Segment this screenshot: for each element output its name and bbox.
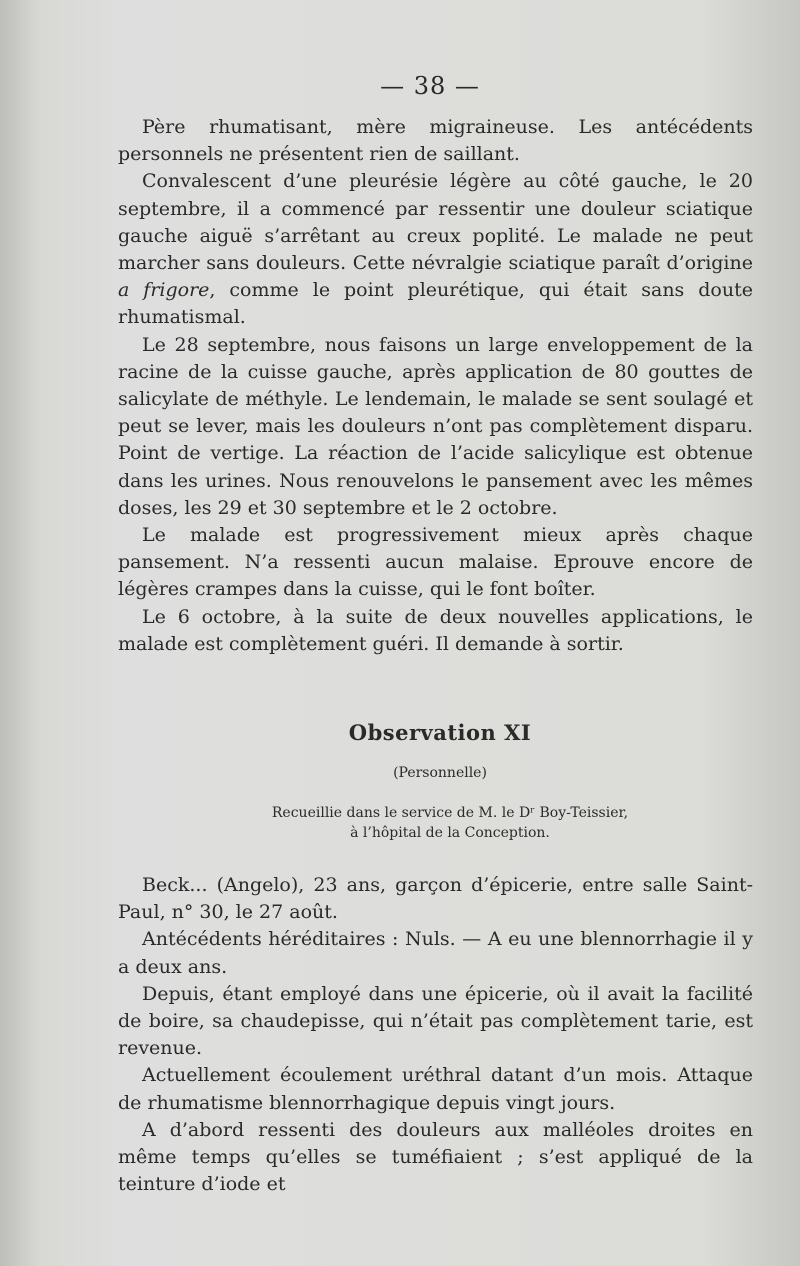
page-number: — 38 — — [380, 72, 480, 100]
italic-term: a frigore — [118, 279, 210, 302]
bottom-text-block — [118, 872, 753, 1198]
paragraph: Beck... (Angelo), 23 ans, garçon d’épicerie, entre salle Saint-Paul, n° 30, le 27 août. — [118, 874, 753, 924]
paragraph: Antécédents héréditaires : Nuls. — A eu une blennorrhagie il y a deux ans. — [118, 928, 753, 978]
source-line: à l’hôpital de la Conception. — [350, 825, 550, 841]
paragraph-text: , comme le point pleurétique, qui était sans doute rhumatismal. — [118, 279, 753, 329]
paragraph: A d’abord ressenti des douleurs aux malléoles droites en même temps qu’elles se tuméfiaient ; s’est appliqué de la teinture d’iode et — [118, 1118, 753, 1196]
paragraph: Le 6 octobre, à la suite de deux nouvelles applications, le malade est complètement guéri. Il demande à sortir. — [118, 605, 753, 655]
paragraph — [118, 168, 753, 331]
paragraph: Le malade est progressivement mieux après chaque pansement. N’a ressenti aucun malaise. Eprouve encore de légères crampes dans la cuisse, qui le font boîter. — [118, 524, 753, 601]
top-text-block — [118, 114, 753, 658]
paragraph: Le 28 septembre, nous faisons un large enveloppement de la racine de la cuisse gauche, après application de 80 gouttes de salicylate de méthyle. Le lendemain, le malade se sent soulagé et peut se lever, mais les douleurs n’ont pas complètement disparu. Point de vertige. La réaction de l’acide salicylique est obtenue dans les urines. Nous renouvelons le pansement avec les mêmes doses, les 29 et 30 septembre et le 2 octobre. — [118, 333, 753, 519]
paragraph: Père rhumatisant, mère migraineuse. Les antécédents personnels ne présentent rien de saillant. — [118, 116, 753, 166]
paragraph: Depuis, étant employé dans une épicerie, où il avait la facilité de boire, sa chaudepisse, qui n’était pas complètement tarie, est revenue. — [118, 982, 753, 1060]
paragraph-text: Convalescent d’une pleurésie légère au côté gauche, le 20 septembre, il a commencé par ressentir une douleur sciatique gauche aiguë s’arrêtant au creux poplité. Le malade ne peut marcher sans douleurs. Cette névralgie sciatique paraît d’origine — [118, 170, 753, 275]
paragraph: Actuellement écoulement uréthral datant d’un mois. Attaque de rhumatisme blennorrhagique depuis vingt jours. — [118, 1064, 753, 1114]
observation-source — [0, 803, 800, 843]
observation-subtitle: (Personnelle) — [393, 765, 487, 781]
source-line: Recueillie dans le service de M. le Dʳ Boy-Teissier, — [271, 805, 629, 821]
observation-title: Observation XI — [348, 720, 532, 745]
